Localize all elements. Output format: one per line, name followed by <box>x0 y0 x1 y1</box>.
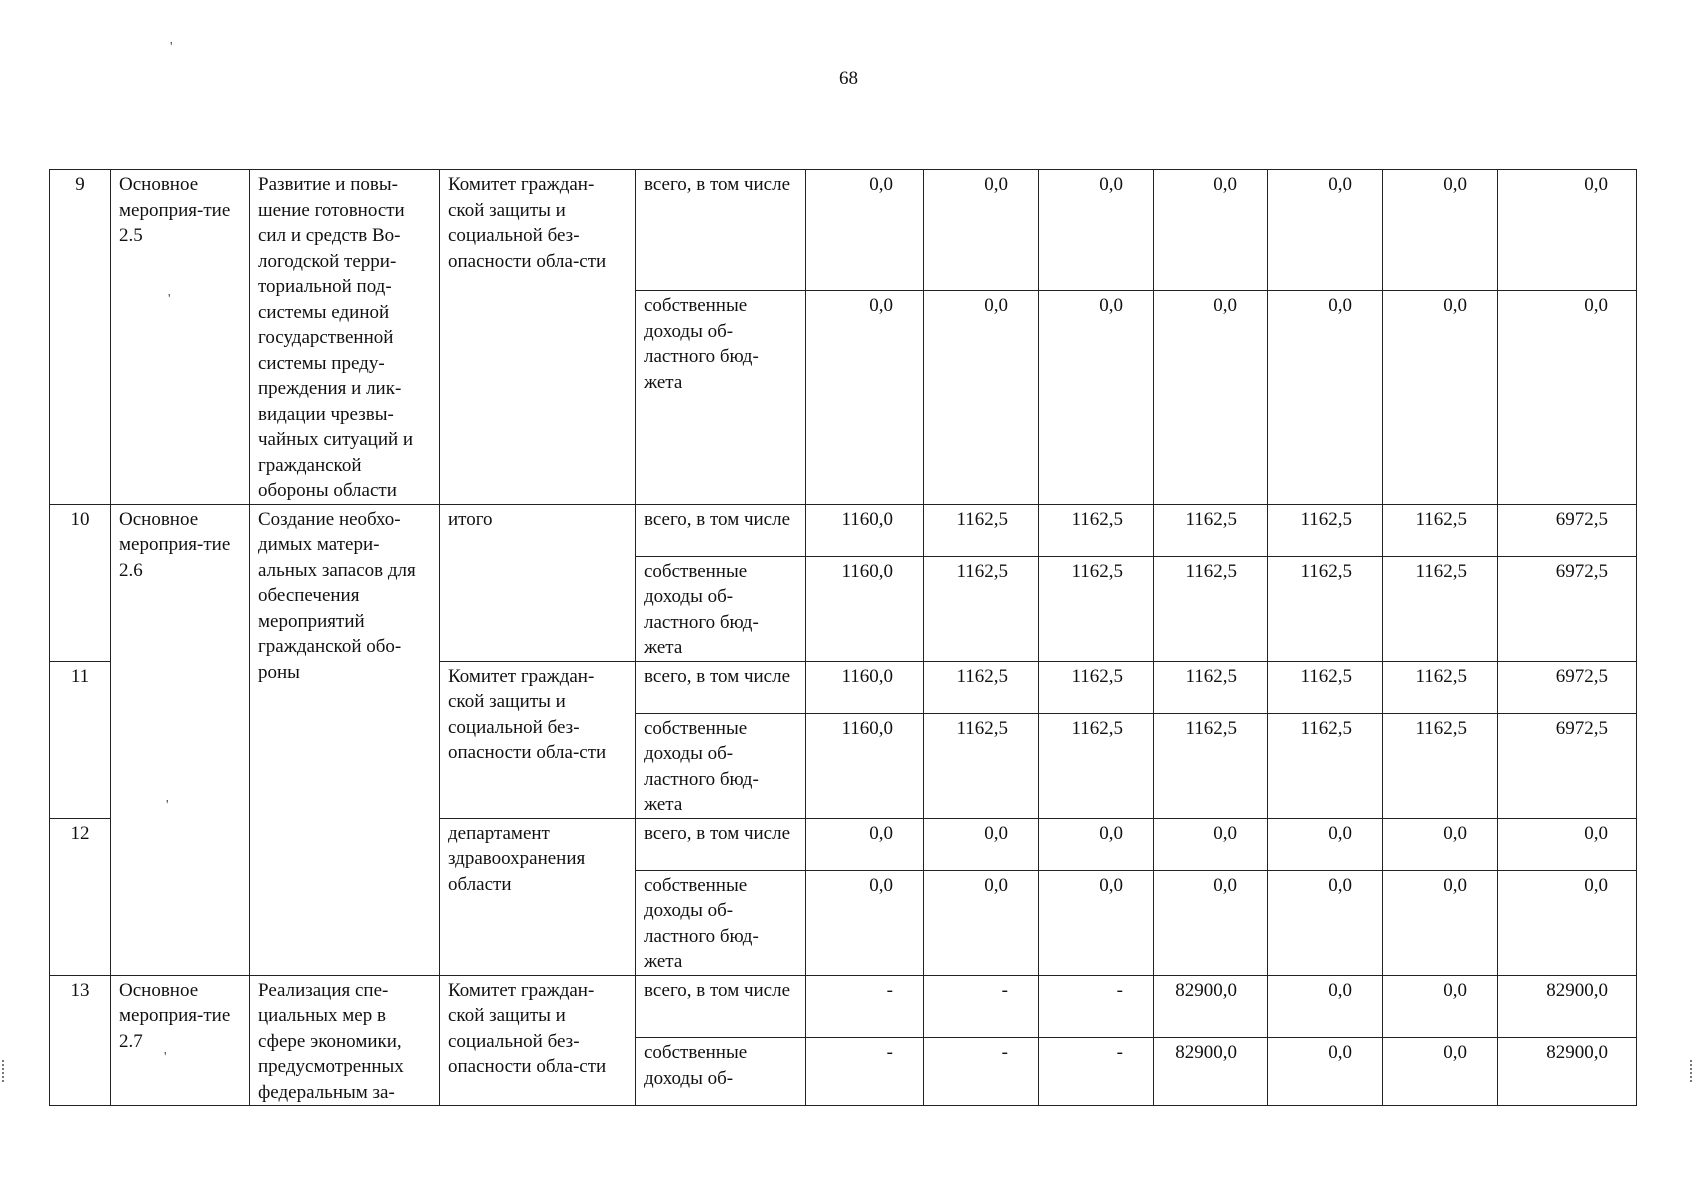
value-cell: 0,0 <box>1268 170 1383 291</box>
value-cell: 0,0 <box>806 870 924 975</box>
value-cell: 1162,5 <box>1383 661 1498 713</box>
total-cell: 0,0 <box>1498 291 1637 504</box>
row-number: 9 <box>50 170 111 505</box>
value-cell: 1160,0 <box>806 713 924 818</box>
scan-speck: ' <box>164 1050 167 1065</box>
measure-description: Реализация спе-циальных мер в сфере экономики, предусмотренных федеральным за- <box>250 975 440 1106</box>
total-cell: 6972,5 <box>1498 504 1637 556</box>
value-cell: - <box>806 975 924 1038</box>
value-cell: 0,0 <box>1383 975 1498 1038</box>
executor: Комитет граждан-ской защиты и социальной без-опасности обла-сти <box>440 661 636 818</box>
funding-source: собственные доходы об-ластного бюд-жета <box>636 713 806 818</box>
value-cell: 0,0 <box>1154 870 1268 975</box>
value-cell: 1162,5 <box>1154 504 1268 556</box>
value-cell: 1162,5 <box>1383 504 1498 556</box>
value-cell: 1162,5 <box>1268 504 1383 556</box>
measure-name: Основное мероприя-тие 2.5 <box>111 170 250 505</box>
value-cell: 0,0 <box>924 291 1039 504</box>
row-number: 10 <box>50 504 111 661</box>
total-cell: 0,0 <box>1498 170 1637 291</box>
table-row <box>50 504 1637 556</box>
value-cell: 0,0 <box>1039 870 1154 975</box>
value-cell: 1160,0 <box>806 504 924 556</box>
total-cell: 0,0 <box>1498 870 1637 975</box>
value-cell: 0,0 <box>1383 291 1498 504</box>
value-cell: 0,0 <box>1039 818 1154 870</box>
value-cell: 1162,5 <box>1268 556 1383 661</box>
scan-speck: ' <box>170 40 173 55</box>
value-cell: 1162,5 <box>1154 556 1268 661</box>
funding-source: всего, в том числе <box>636 504 806 556</box>
page-number: 68 <box>839 68 858 89</box>
funding-source: всего, в том числе <box>636 818 806 870</box>
value-cell: 1162,5 <box>1039 661 1154 713</box>
measure-description: Создание необхо-димых матери-альных запасов для обеспечения мероприятий гражданской обо-роны <box>250 504 440 975</box>
value-cell: 1162,5 <box>1039 713 1154 818</box>
total-cell: 6972,5 <box>1498 713 1637 818</box>
value-cell: 1162,5 <box>1268 661 1383 713</box>
executor: итого <box>440 504 636 661</box>
executor: Комитет граждан-ской защиты и социальной без-опасности обла-сти <box>440 170 636 505</box>
measure-name: Основное мероприя-тие 2.6 <box>111 504 250 975</box>
value-cell: 1162,5 <box>924 504 1039 556</box>
value-cell: 1162,5 <box>1154 661 1268 713</box>
value-cell: 0,0 <box>1154 291 1268 504</box>
value-cell: 1162,5 <box>1383 556 1498 661</box>
total-cell: 82900,0 <box>1498 975 1637 1038</box>
value-cell: 0,0 <box>1383 818 1498 870</box>
value-cell: - <box>1039 975 1154 1038</box>
value-cell: 0,0 <box>1268 1038 1383 1106</box>
value-cell: 0,0 <box>806 170 924 291</box>
value-cell: 0,0 <box>1154 818 1268 870</box>
value-cell: 0,0 <box>1268 975 1383 1038</box>
value-cell: 1162,5 <box>924 661 1039 713</box>
funding-source: всего, в том числе <box>636 975 806 1038</box>
value-cell: - <box>924 1038 1039 1106</box>
value-cell: 1162,5 <box>1039 556 1154 661</box>
value-cell: 0,0 <box>1268 818 1383 870</box>
value-cell: 0,0 <box>924 818 1039 870</box>
value-cell: 0,0 <box>1268 870 1383 975</box>
budget-table <box>49 169 1637 1106</box>
total-cell: 6972,5 <box>1498 556 1637 661</box>
executor: департамент здравоохранения области <box>440 818 636 975</box>
value-cell: 0,0 <box>1383 170 1498 291</box>
total-cell: 0,0 <box>1498 818 1637 870</box>
total-cell: 6972,5 <box>1498 661 1637 713</box>
value-cell: 1160,0 <box>806 661 924 713</box>
value-cell: 1162,5 <box>1039 504 1154 556</box>
measure-name: Основное мероприя-тие 2.7 <box>111 975 250 1106</box>
table-row <box>50 170 1637 291</box>
value-cell: 0,0 <box>806 291 924 504</box>
value-cell: 0,0 <box>924 170 1039 291</box>
value-cell: 0,0 <box>1268 291 1383 504</box>
value-cell: 82900,0 <box>1154 1038 1268 1106</box>
value-cell: 1162,5 <box>1268 713 1383 818</box>
value-cell: 0,0 <box>1039 170 1154 291</box>
executor: Комитет граждан-ской защиты и социальной без-опасности обла-сти <box>440 975 636 1106</box>
value-cell: 0,0 <box>1383 1038 1498 1106</box>
row-number: 11 <box>50 661 111 818</box>
row-number: 13 <box>50 975 111 1106</box>
funding-source: всего, в том числе <box>636 170 806 291</box>
row-number: 12 <box>50 818 111 975</box>
value-cell: - <box>806 1038 924 1106</box>
table-row <box>50 975 1637 1038</box>
funding-source: собственные доходы об-ластного бюд-жета <box>636 870 806 975</box>
value-cell: 0,0 <box>806 818 924 870</box>
total-cell: 82900,0 <box>1498 1038 1637 1106</box>
scan-speck: ' <box>166 798 169 813</box>
value-cell: 0,0 <box>1154 170 1268 291</box>
scan-speck: ' <box>168 292 171 307</box>
value-cell: 0,0 <box>1383 870 1498 975</box>
funding-source: всего, в том числе <box>636 661 806 713</box>
value-cell: 1160,0 <box>806 556 924 661</box>
scan-edge-mark <box>1690 1060 1694 1082</box>
funding-source: собственные доходы об- <box>636 1038 806 1106</box>
value-cell: 1162,5 <box>1383 713 1498 818</box>
funding-source: собственные доходы об-ластного бюд-жета <box>636 556 806 661</box>
funding-source: собственные доходы об-ластного бюд-жета <box>636 291 806 504</box>
value-cell: 1162,5 <box>1154 713 1268 818</box>
value-cell: 1162,5 <box>924 556 1039 661</box>
value-cell: 0,0 <box>924 870 1039 975</box>
value-cell: - <box>1039 1038 1154 1106</box>
value-cell: 1162,5 <box>924 713 1039 818</box>
measure-description: Развитие и повы-шение готовности сил и средств Во-логодской терри-ториальной под-системы единой государственной системы преду-преждения и лик-видации чрезвы-чайных ситуаций и гражданской обороны области <box>250 170 440 505</box>
value-cell: 0,0 <box>1039 291 1154 504</box>
value-cell: 82900,0 <box>1154 975 1268 1038</box>
scan-edge-mark <box>2 1060 6 1082</box>
value-cell: - <box>924 975 1039 1038</box>
